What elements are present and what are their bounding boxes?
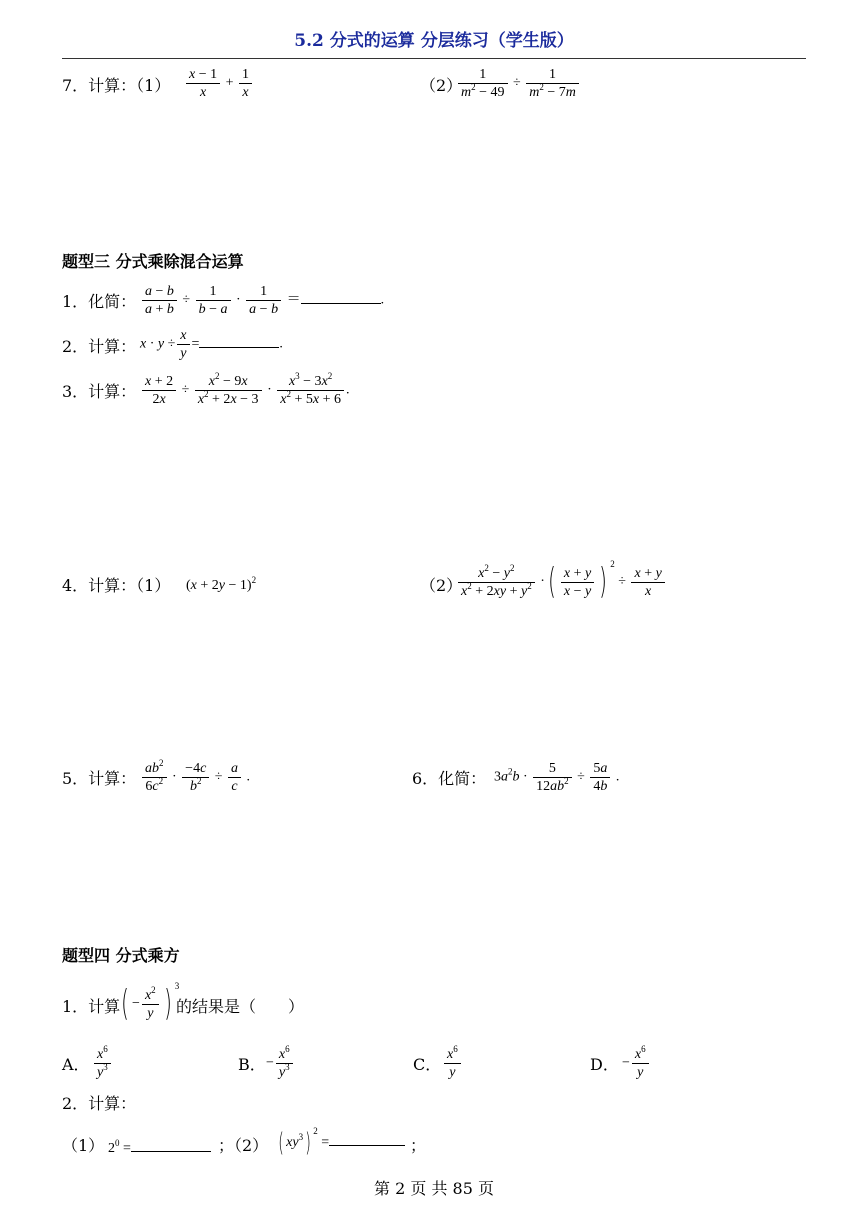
- s3-q2-expression: x · y ÷ $\frac{x}{y}$ = .: [140, 328, 283, 361]
- s4-q2-part2-expression: ( $xy^3$) $^2$ =: [276, 1128, 405, 1158]
- s3-q6-label: 6．化简：: [412, 769, 487, 788]
- s3-q6-expression: $3a^2b$ · $\frac{5}{12ab^2}$ ÷ $\frac{5a}{4b}$ .: [494, 761, 620, 794]
- s3-q3-label: 3．计算：: [62, 382, 137, 401]
- q7-part1-expression: $\frac{x - 1}{x}$ + $\frac{1}{x}$: [184, 66, 254, 101]
- section3-title: 题型三 分式乘除混合运算: [62, 252, 244, 271]
- s3-q2-label: 2．计算：: [62, 337, 137, 356]
- s4-q2-part2-label: ；（2）: [218, 1136, 269, 1155]
- s4-option-a-expression: $\frac{x^6}{y^3}$: [92, 1046, 113, 1081]
- q7-part2-expression: $\frac{1}{m^2 - 49}$ ÷ $\frac{1}{m^2 - 7m}$: [456, 66, 581, 101]
- s4-q2-end: ；: [410, 1136, 427, 1155]
- s4-q1-expression: ( − $\frac{x^2}{y}$ ) $^3$: [121, 981, 180, 1024]
- s3-q1-expression: $\frac{a - b}{a + b}$ ÷ $\frac{1}{b - a}$ · $\frac{1}{a - b}$ ＝ .: [140, 283, 384, 318]
- s4-option-c-expression: $\frac{x^6}{y}$: [442, 1046, 463, 1081]
- q7-part2-label: （2）: [420, 76, 463, 95]
- s4-option-b-label: B．: [238, 1055, 266, 1074]
- header-divider: [62, 58, 806, 59]
- s4-option-c-label: C．: [413, 1055, 442, 1074]
- s4-option-d-expression: − $\frac{x^6}{y}$: [622, 1046, 651, 1081]
- s3-q3-expression: $\frac{x + 2}{2x}$ ÷ $\frac{x^2 - 9x}{x^2 + 2x - 3}$ · $\frac{x^3 - 3x^2}{x^2 + 5x + 6}$ .: [140, 373, 349, 408]
- s4-q2-part1-label: （1）: [62, 1136, 105, 1155]
- section4-title: 题型四 分式乘方: [62, 946, 180, 965]
- s4-option-d-label: D．: [590, 1055, 619, 1074]
- s3-q1-label: 1．化简：: [62, 292, 137, 311]
- s4-q1-prefix: 1．计算: [62, 997, 121, 1016]
- s4-option-b-expression: − $\frac{x^6}{y^3}$: [266, 1046, 295, 1081]
- s3-q4-label: 4．计算：（1）: [62, 576, 171, 595]
- s3-q4-part1-expression: $(x + 2y - 1)^2$: [186, 575, 257, 593]
- page-header-title: 5.2 分式的运算 分层练习（学生版）: [294, 31, 574, 51]
- s4-q1-suffix: 的结果是（ ）: [176, 997, 305, 1016]
- page-footer: 第 2 页 共 85 页: [374, 1179, 494, 1198]
- s3-q5-expression: $\frac{ab^2}{6c^2}$ · $\frac{-4c}{b^2}$ ÷ $\frac{a}{c}$ .: [140, 760, 250, 795]
- s4-q2-label: 2．计算：: [62, 1094, 137, 1113]
- q7-label: 7．计算：（1）: [62, 76, 171, 95]
- s3-q4-part2-expression: $\frac{x^2 - y^2}{x^2 + 2xy + y^2}$ ·( $\frac{x + y}{x - y}$ ) $^2$ ÷ $\frac{x + y}{x}$: [456, 562, 667, 602]
- s3-q5-label: 5．计算：: [62, 769, 137, 788]
- s4-option-a-label: A．: [62, 1055, 90, 1074]
- s4-q2-part1-expression: $2^0$ =: [108, 1137, 211, 1158]
- s3-q4-part2-label: （2）: [420, 576, 463, 595]
